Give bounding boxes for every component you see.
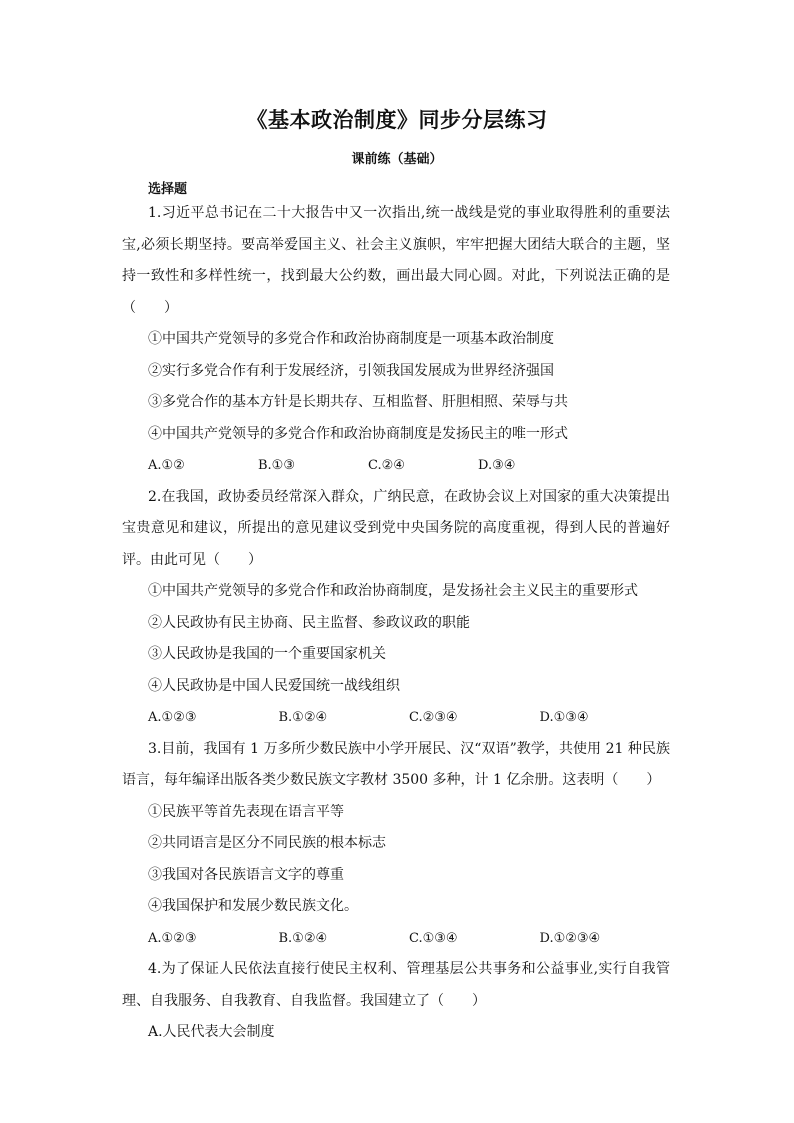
page-title: 《基本政治制度》同步分层练习 <box>246 107 548 132</box>
answer-choices <box>122 702 670 734</box>
question-stem: 4.为了保证人民依法直接行使民主权利、管理基层公共事务和公益事业,实行自我管理、自我服务、自我教育、自我监督。我国建立了（ ） <box>122 961 670 1009</box>
question-2 <box>122 482 670 734</box>
answer-choices <box>122 923 670 955</box>
question-stem: 2.在我国，政协委员经常深入群众，广纳民意，在政协会议上对国家的重大决策提出宝贵意见和建议，所提出的意见建议受到党中央国务院的高度重视，得到人民的普遍好评。由此可见（ ） <box>122 488 670 568</box>
question-statement: ④人民政协是中国人民爱国统一战线组织 <box>148 677 400 694</box>
page-subtitle: 课前练（基础） <box>351 152 443 167</box>
question-statement: ③人民政协是我国的一个重要国家机关 <box>148 646 386 662</box>
question-statement: ①中国共产党领导的多党合作和政治协商制度是一项基本政治制度 <box>148 331 554 347</box>
answer-choice-c: C.①③④ <box>409 930 458 946</box>
answer-choice-b: B.①②④ <box>278 710 328 725</box>
answer-choice-d: D.①③④ <box>539 710 589 725</box>
answer-choices <box>122 450 670 482</box>
question-statement: ④我国保护和发展少数民族文化。 <box>148 898 358 914</box>
question-statement: ③我国对各民族语言文字的尊重 <box>148 866 344 883</box>
question-statement: ③多党合作的基本方针是长期共存、互相监督、肝胆相照、荣辱与共 <box>148 394 568 410</box>
question-statement: ④中国共产党领导的多党合作和政治协商制度是发扬民主的唯一形式 <box>148 425 568 442</box>
question-3 <box>122 734 670 955</box>
question-statement: ②人民政协有民主协商、民主监督、参政议政的职能 <box>148 614 470 631</box>
answer-choice-b: B.①③ <box>258 458 295 473</box>
answer-choice-b: B.①②④ <box>278 930 328 946</box>
answer-choice-a: A.①②③ <box>148 710 197 725</box>
answer-choice-c: C.②③④ <box>409 710 458 725</box>
question-statement: ②实行多党合作有利于发展经济，引领我国发展成为世界经济强国 <box>148 362 554 379</box>
answer-choice-d: D.③④ <box>478 458 516 473</box>
question-list <box>122 198 670 1049</box>
question-statement: ①民族平等首先表现在语言平等 <box>148 803 344 820</box>
section-heading: 选择题 <box>148 182 188 197</box>
question-statement: ①中国共产党领导的多党合作和政治协商制度，是发扬社会主义民主的重要形式 <box>148 583 638 599</box>
answer-choice-d: D.①②③④ <box>539 930 601 946</box>
question-stem: 1.习近平总书记在二十大报告中又一次指出,统一战线是党的事业取得胜利的重要法宝,必须长期坚持。要高举爱国主义、社会主义旗帜，牢牢把握大团结大联合的主题，坚持一致性和多样性统一，找到最大公约数，画出最大同心圆。对此，下列说法正确的是（ ） <box>122 205 670 316</box>
question-stem: 3.目前，我国有 1 万多所少数民族中小学开展民、汉“双语”教学，共使用 21 种民族语言，每年编译出版各类少数民族文字教材 3500 多种，计 1 亿余册。这表明（ ） <box>122 740 670 788</box>
answer-choice-a: A.①②③ <box>148 930 197 946</box>
answer-choice-a: A.①② <box>148 458 185 473</box>
answer-choice-c: C.②④ <box>368 458 405 473</box>
question-statement: ②共同语言是区分不同民族的根本标志 <box>148 835 386 851</box>
question-1 <box>122 198 670 482</box>
answer-choice-a: A.人民代表大会制度 <box>148 1024 275 1040</box>
question-4 <box>122 954 670 1049</box>
